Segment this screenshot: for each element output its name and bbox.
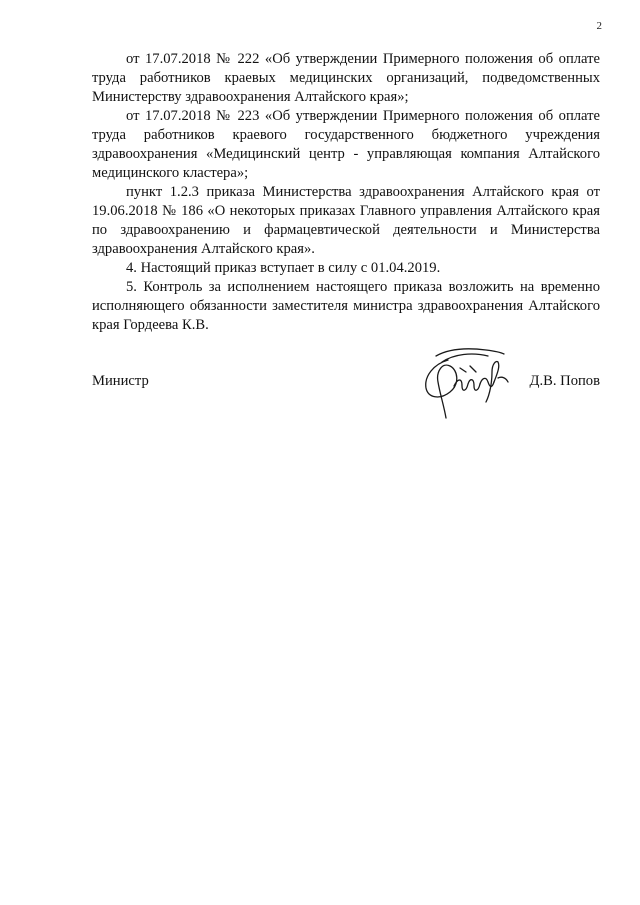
page-number: 2 [596,20,602,32]
paragraph-effective-date: 4. Настоящий приказ вступает в силу с 01.04.2019. [126,260,441,276]
document-body [92,50,600,335]
paragraph-order-186-clause: пункт 1.2.3 приказа Министерства здравоохранения Алтайского края от 19.06.2018 № 186 «О некоторых приказах Главного управления Алтайского края по здравоохранению и фармацевтической деятельности и Министерства здравоохранения Алтайского края». [92,184,600,257]
handwritten-signature [414,342,514,426]
signature-block [92,340,600,430]
paragraph-order-223: от 17.07.2018 № 223 «Об утверждении Примерного положения об оплате труда работников краевого государственного бюджетного учреждения здравоохранения «Медицинский центр - управляющая компания Алтайского медицинского кластера»; [92,108,600,181]
position-title: Министр [92,373,149,389]
signer-name: Д.В. Попов [529,373,600,389]
paragraph-control: 5. Контроль за исполнением настоящего приказа возложить на временно исполняющего обязанности заместителя министра здравоохранения Алтайского края Гордеева К.В. [92,279,600,333]
paragraph-order-222: от 17.07.2018 № 222 «Об утверждении Примерного положения об оплате труда работников краевых медицинских организаций, подведомственных Министерству здравоохранения Алтайского края»; [92,51,600,105]
